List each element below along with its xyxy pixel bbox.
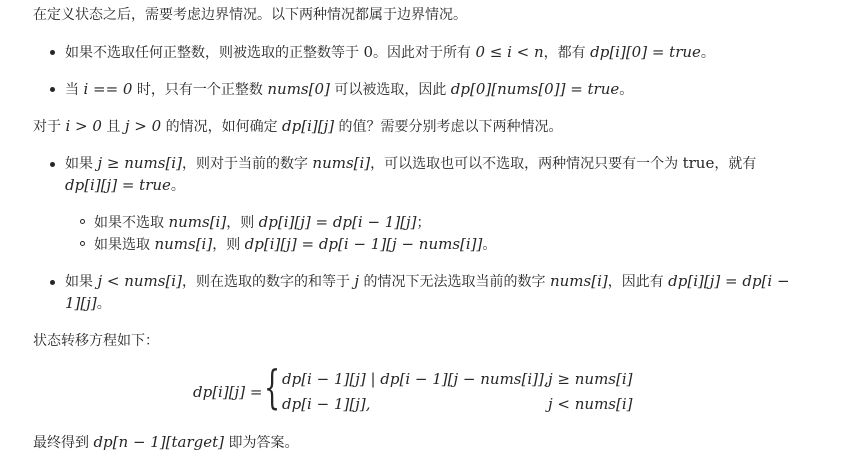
list-text: ，因此有 bbox=[607, 274, 664, 290]
math-inline: true bbox=[682, 154, 715, 172]
list-item-boundary-1 bbox=[65, 41, 715, 64]
math-inline: dp[i][j] = true bbox=[65, 176, 171, 194]
math-inline: dp[i][j] = dp[i − bbox=[668, 272, 790, 290]
list-text: 。 bbox=[700, 45, 715, 61]
list-item-boundary-2 bbox=[65, 78, 633, 101]
sub-bullet-marker bbox=[80, 241, 85, 246]
list-item-case-lt-continued bbox=[65, 292, 111, 315]
intro-paragraph bbox=[33, 5, 467, 25]
list-text: 。 bbox=[170, 178, 185, 194]
math-inline: dp[0][nums[0]] = true bbox=[450, 80, 620, 98]
math-inline: dp[i][j] = dp[i − 1][j] bbox=[258, 213, 417, 231]
list-text: 如果 bbox=[65, 156, 93, 172]
intro-text: 在定义状态之后，需要考虑边界情况。以下两种情况都属于边界情况。 bbox=[33, 7, 467, 23]
math-inline: dp[i][0] = true bbox=[590, 43, 701, 61]
para-text: 的情况，如何确定 bbox=[165, 119, 278, 135]
list-text: 如果不选取 bbox=[94, 215, 164, 231]
math-inline: 1][j] bbox=[65, 294, 97, 312]
para-text: 对于 bbox=[33, 119, 61, 135]
list-text: ，可以选取也可以不选取，两种情况只要有一个为 bbox=[370, 156, 679, 172]
sub-item-not-select bbox=[94, 211, 431, 234]
equation-case2-condition: j < nums[i] bbox=[548, 395, 633, 413]
list-text: 的情况下无法选取当前的数字 bbox=[363, 274, 546, 290]
math-inline: nums[i] bbox=[168, 213, 227, 231]
list-text: ，都有 bbox=[543, 45, 586, 61]
list-text: 如果不选取任何正整数，则被选取的正整数等于 bbox=[65, 45, 359, 61]
math-inline: j > 0 bbox=[124, 117, 162, 135]
math-inline: nums[i] bbox=[549, 272, 608, 290]
final-paragraph bbox=[33, 432, 298, 453]
math-inline: 0 bbox=[363, 43, 373, 61]
para-text: 最终得到 bbox=[33, 435, 89, 451]
math-inline: i > 0 bbox=[65, 117, 102, 135]
transition-label bbox=[33, 331, 159, 351]
para-text: 且 bbox=[106, 119, 121, 135]
list-text: 。 bbox=[482, 237, 497, 253]
equation-case2-expr: dp[i − 1][j], bbox=[282, 395, 371, 413]
list-text: 可以被选取，因此 bbox=[334, 82, 447, 98]
bullet-marker bbox=[50, 280, 55, 285]
math-inline: j bbox=[354, 272, 360, 290]
list-text: 当 bbox=[65, 82, 79, 98]
list-text: 。因此对于所有 bbox=[373, 45, 471, 61]
math-inline: i == 0 bbox=[83, 80, 133, 98]
math-inline: nums[i] bbox=[312, 154, 371, 172]
math-inline: nums[i] bbox=[154, 235, 213, 253]
list-item-case-ge bbox=[65, 152, 756, 175]
equation-case1-condition: j ≥ nums[i] bbox=[548, 370, 633, 388]
math-inline: dp[n − 1][target] bbox=[93, 433, 225, 451]
list-item-case-ge-continued bbox=[65, 174, 185, 197]
list-text: 时，只有一个正整数 bbox=[136, 82, 263, 98]
list-item-case-lt bbox=[65, 270, 790, 293]
list-text: ，则 bbox=[212, 237, 241, 253]
list-text: 如果 bbox=[65, 274, 93, 290]
list-text: 如果选取 bbox=[94, 237, 150, 253]
case-intro-paragraph bbox=[33, 116, 563, 137]
sub-bullet-marker bbox=[80, 219, 85, 224]
bullet-marker bbox=[50, 50, 55, 55]
list-text: ，则 bbox=[226, 215, 255, 231]
bullet-marker bbox=[50, 87, 55, 92]
bullet-marker bbox=[50, 162, 55, 167]
list-text: 。 bbox=[96, 296, 111, 312]
math-inline: dp[i][j] bbox=[282, 117, 335, 135]
list-text: ，则在选取的数字的和等于 bbox=[181, 274, 350, 290]
equation-case1-expr: dp[i − 1][j] | dp[i − 1][j − nums[i]], bbox=[282, 370, 549, 388]
math-inline: j < nums[i] bbox=[97, 272, 182, 290]
para-text: 的值？需要分别考虑以下两种情况。 bbox=[338, 119, 563, 135]
list-text: ，则对于当前的数字 bbox=[181, 156, 308, 172]
para-text: 即为答案。 bbox=[228, 435, 299, 451]
sub-item-select bbox=[94, 233, 496, 256]
list-text: 。 bbox=[619, 82, 634, 98]
list-text: ，就有 bbox=[714, 156, 757, 172]
math-inline: j ≥ nums[i] bbox=[97, 154, 182, 172]
label-text: 状态转移方程如下： bbox=[33, 333, 159, 349]
math-inline: dp[i][j] = dp[i − 1][j − nums[i]] bbox=[244, 235, 483, 253]
list-text: ； bbox=[416, 215, 431, 231]
left-brace: { bbox=[264, 360, 281, 414]
equation-lhs: dp[i][j] = bbox=[193, 383, 263, 401]
math-inline: 0 ≤ i < n bbox=[475, 43, 544, 61]
math-inline: nums[0] bbox=[267, 80, 330, 98]
